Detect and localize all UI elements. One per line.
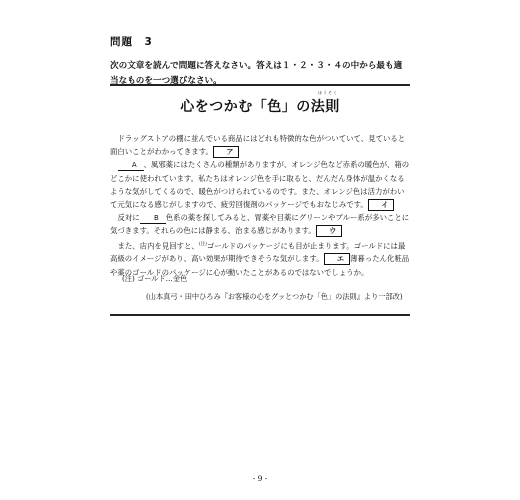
passage-title-ruby: ほうそく (318, 90, 338, 95)
passage-title-text: 心をつかむ「色」の法則 (180, 99, 340, 115)
blank-b (140, 214, 166, 224)
paragraph-2-text: 、風邪薬にはたくさんの種類がありますが、オレンジ色など赤系の暖色が、箱のどこかに使われています。私たちはオレンジ色を手に取ると、だんだん身体が温かくなるような気がしてくるので、暖色がつけられているのです。また、オレンジ色は活力がわいて元気になる感じがしますので、疲労回復剤のパッケージでもおなじみです。 (110, 160, 410, 210)
source-citation: (山本真弓・田中ひろみ『お客様の心をグッとつかむ「色」の法則』より一部改) (146, 292, 403, 301)
paragraph-3 (110, 211, 410, 237)
paragraph-4 (110, 238, 410, 279)
paragraph-2 (110, 158, 410, 211)
paragraph-3-text-a: 反対に (117, 213, 140, 223)
passage-body (110, 132, 410, 279)
paragraph-1-text: ドラッグストアの棚に並んでいる商品にはどれも特徴的な色がついていて、見ていると面白いことがわかってきます。 (110, 134, 406, 157)
blank-b-label: B (154, 214, 159, 223)
blank-a (118, 161, 144, 171)
box-a: ア (213, 146, 240, 158)
paragraph-4-text-c: 薄暮ったん化粧品や薬のゴールドのパッケージに心が動いたことがあるのではないでしょうか。 (110, 254, 410, 277)
footnote: (注) ゴールド…金色 (122, 274, 188, 283)
bottom-rule (110, 314, 410, 316)
box-i: イ (368, 199, 395, 211)
paragraph-4-text-a: また、店内を見回すと、 (117, 241, 199, 251)
blank-a-label: A (131, 161, 137, 170)
note-marker: (注) (198, 241, 207, 247)
box-u: ウ (316, 225, 343, 237)
question-header (110, 34, 410, 89)
question-instruction: 次の文章を読んで問題に答えなさい。答えは１・２・３・４の中から最も適当なものを一つ選びなさい。 (110, 61, 403, 86)
paragraph-3-text-b: 色系の薬を探してみると、胃薬や目薬にグリーンやブルー系が多いことに気づきます。それらの色には静まる、治まる感じがあります。 (110, 213, 410, 236)
page-number: - 9 - (252, 474, 268, 483)
question-title: 問題 3 (110, 36, 153, 48)
paragraph-1 (110, 132, 410, 158)
box-e: エ (324, 253, 351, 265)
passage-title (110, 90, 410, 116)
paragraph-4-text-b: ゴールドのパッケージにも目が止まります。ゴールドには最高級のイメージがあり、高い効果が期待できそうな気がします。 (110, 241, 406, 264)
top-rule (110, 84, 410, 86)
